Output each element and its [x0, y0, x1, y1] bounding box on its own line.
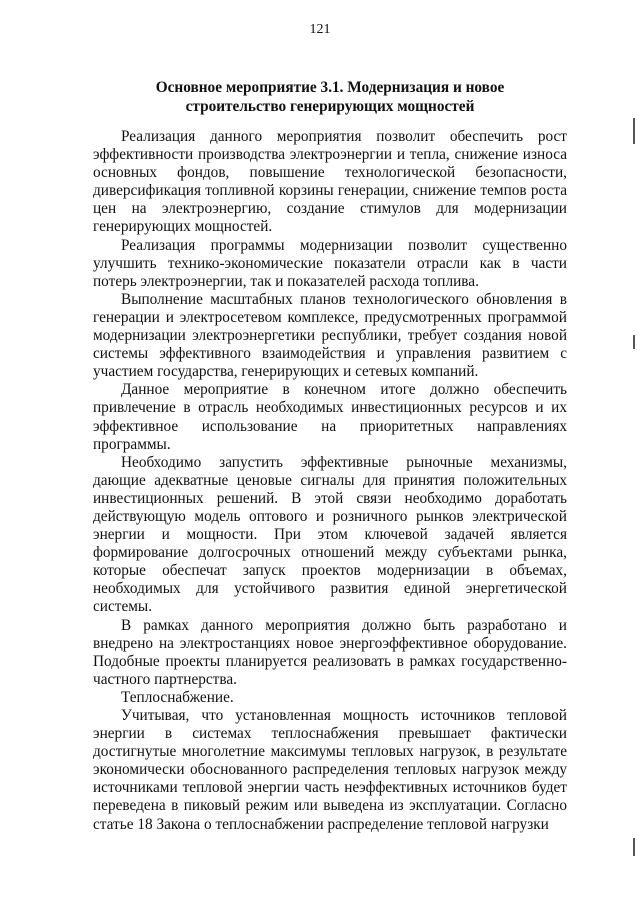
paragraph: Теплоснабжение.	[121, 688, 234, 706]
paragraph: Реализация программы модернизации позволит существенно улучшить технико-экономические показатели отрасли как в части потерь электроэнергии, так и показателей расхода топлива.	[93, 236, 567, 290]
body-text	[93, 128, 567, 834]
heading-line-1: Основное мероприятие 3.1. Модернизация и новое	[155, 79, 505, 96]
scan-edge-mark	[633, 335, 635, 349]
paragraph: Реализация данного мероприятия позволит обеспечить рост эффективности производства электроэнергии и тепла, снижение износа основных фондов, повышение технологической безопасности, диверсификация топливной корзины генерации, снижение темпов роста цен на электроэнергию, создание стимулов для модернизации генерирующих мощностей.	[93, 128, 567, 236]
heading-line-2: строительство генерирующих мощностей	[185, 98, 475, 115]
section-heading	[95, 78, 565, 116]
scan-edge-mark	[633, 838, 635, 856]
paragraph: Учитывая, что установленная мощность источников тепловой энергии в системах теплоснабжения превышает фактически достигнутые многолетние максимумы тепловых нагрузок, в результате экономически обоснованного распределения тепловых нагрузок между источниками тепловой энергии часть неэффективных источников будет переведена в пиковый режим или выведена из эксплуатации. Согласно статье 18 Закона о теплоснабжении распределение тепловой нагрузки	[93, 707, 567, 833]
page-number: 121	[309, 22, 331, 37]
paragraph: Необходимо запустить эффективные рыночные механизмы, дающие адекватные ценовые сигналы для принятия положительных инвестиционных решений. В этой связи необходимо доработать действующую модель оптового и розничного рынков электрической энергии и мощности. При этом ключевой задачей является формирование долгосрочных отношений между субъектами рынка, которые обеспечат запуск проектов модернизации в объемах, необходимых для устойчивого развития единой энергетической системы.	[93, 453, 567, 616]
paragraph: В рамках данного мероприятия должно быть разработано и внедрено на электростанциях новое энергоэффективное оборудование. Подобные проекты планируется реализовать в рамках государственно-частного партнерства.	[93, 616, 567, 688]
paragraph: Данное мероприятие в конечном итоге должно обеспечить привлечение в отрасль необходимых инвестиционных ресурсов и их эффективное использование на приоритетных направлениях программы.	[93, 381, 567, 453]
paragraph: Выполнение масштабных планов технологического обновления в генерации и электросетевом комплексе, предусмотренных программой модернизации электроэнергетики республики, требует создания новой системы эффективного взаимодействия и управления развитием с участием государства, генерирующих и сетевых компаний.	[93, 290, 567, 381]
scan-edge-mark	[633, 118, 635, 144]
